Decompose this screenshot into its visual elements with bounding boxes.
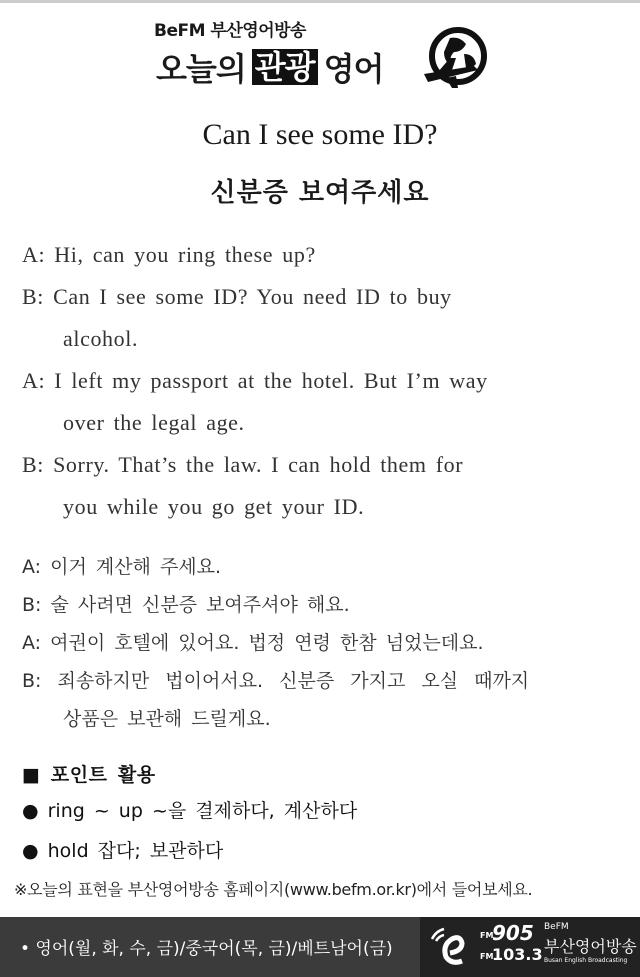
- dialogue-line: alcohol.: [63, 326, 139, 351]
- dialogue-line-ko: A: 이거 계산해 주세요.: [22, 556, 222, 578]
- logo-text-box: 관광: [252, 49, 318, 85]
- logo-text-2: 영어: [323, 50, 384, 88]
- footer-band: [0, 917, 640, 977]
- point-item: ● hold 잡다; 보관하다: [22, 840, 224, 862]
- page-subtitle: 신분증 보여주세요: [210, 178, 430, 208]
- point-item: ● ring ~ up ~을 결제하다, 계산하다: [22, 800, 358, 822]
- dialogue-line-ko: 상품은 보관해 드릴게요.: [63, 708, 271, 730]
- fm-label: FM: [480, 952, 494, 961]
- dialogue-line: A: Hi, can you ring these up?: [22, 242, 316, 267]
- frequency-1033: 103.3: [492, 945, 543, 964]
- top-border: [0, 0, 640, 3]
- station-en: Busan English Broadcasting: [544, 957, 628, 964]
- brand-name: BeFM 부산영어방송: [154, 21, 306, 41]
- station-name: 부산영어방송: [544, 937, 637, 956]
- logo-text-1: 오늘의: [156, 50, 246, 88]
- fm-label: FM: [480, 931, 494, 940]
- dialogue-line-ko: B: 죄송하지만 법이어서요. 신분증 가지고 오실 때까지: [22, 670, 530, 692]
- broadcast-schedule: • 영어(월, 화, 수, 금)/중국어(목, 금)/베트남어(금): [20, 939, 393, 959]
- frequency-905: 905: [492, 921, 534, 945]
- dialogue-line: B: Sorry. That’s the law. I can hold them for: [22, 452, 464, 477]
- dialogue-line: A: I left my passport at the hotel. But I’m way: [22, 368, 488, 393]
- radio-e-icon: [428, 923, 476, 971]
- column-logo: [156, 44, 383, 90]
- website-note: ※오늘의 표현을 부산영어방송 홈페이지(www.befm.or.kr)에서 들어보세요.: [14, 880, 533, 899]
- dialogue-line: B: Can I see some ID? You need ID to buy: [22, 284, 452, 309]
- dialogue-line-ko: A: 여권이 호텔에 있어요. 법정 연령 한참 넘었는데요.: [22, 632, 484, 654]
- dialogue-line: you while you go get your ID.: [63, 494, 365, 519]
- station-brand: BeFM: [544, 922, 569, 932]
- dialogue-line-ko: B: 술 사려면 신분증 보여주셔야 해요.: [22, 594, 350, 616]
- points-heading: ■ 포인트 활용: [22, 764, 156, 786]
- page-title: Can I see some ID?: [202, 118, 438, 151]
- globe-airplane-icon: [420, 24, 492, 96]
- dialogue-line: over the legal age.: [63, 410, 245, 435]
- station-logo: [420, 917, 640, 977]
